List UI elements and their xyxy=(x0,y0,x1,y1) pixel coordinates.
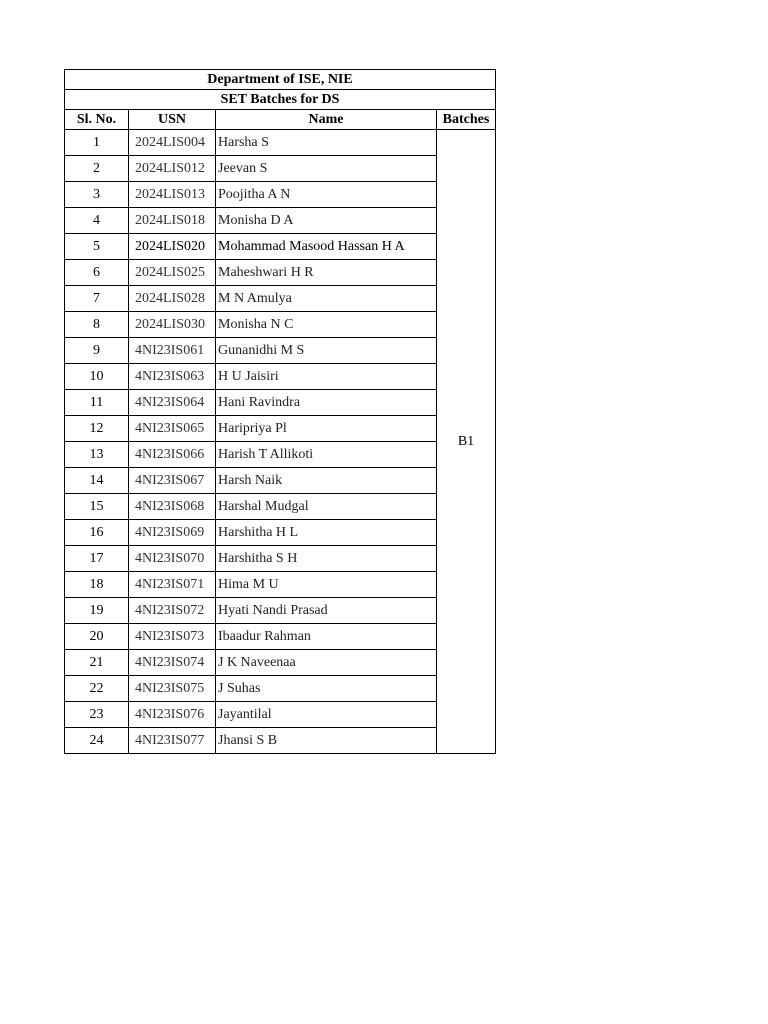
table-row xyxy=(65,676,496,702)
row-name: Gunanidhi M S xyxy=(216,338,437,364)
table-row xyxy=(65,702,496,728)
table-row xyxy=(65,624,496,650)
row-sl-no: 2 xyxy=(65,156,129,182)
table-row xyxy=(65,494,496,520)
row-usn: 4NI23IS073 xyxy=(129,624,216,650)
row-sl-no: 7 xyxy=(65,286,129,312)
row-name: M N Amulya xyxy=(216,286,437,312)
row-sl-no: 20 xyxy=(65,624,129,650)
table-row xyxy=(65,182,496,208)
row-name: Jayantilal xyxy=(216,702,437,728)
table-row xyxy=(65,416,496,442)
row-name: Hyati Nandi Prasad xyxy=(216,598,437,624)
row-name: Monisha N C xyxy=(216,312,437,338)
table-row xyxy=(65,364,496,390)
row-name: Maheshwari H R xyxy=(216,260,437,286)
table-row xyxy=(65,130,496,156)
row-sl-no: 23 xyxy=(65,702,129,728)
table-row xyxy=(65,390,496,416)
row-usn: 4NI23IS063 xyxy=(129,364,216,390)
row-name: J Suhas xyxy=(216,676,437,702)
row-usn: 4NI23IS065 xyxy=(129,416,216,442)
table-row xyxy=(65,312,496,338)
row-sl-no: 14 xyxy=(65,468,129,494)
row-usn: 2024LIS012 xyxy=(129,156,216,182)
row-usn: 4NI23IS077 xyxy=(129,728,216,754)
row-name: Harish T Allikoti xyxy=(216,442,437,468)
row-sl-no: 10 xyxy=(65,364,129,390)
table-row xyxy=(65,650,496,676)
table-row xyxy=(65,260,496,286)
row-sl-no: 22 xyxy=(65,676,129,702)
subtitle-row xyxy=(65,90,496,110)
row-name: Harsha S xyxy=(216,130,437,156)
row-usn: 4NI23IS066 xyxy=(129,442,216,468)
table-row xyxy=(65,468,496,494)
row-name: Monisha D A xyxy=(216,208,437,234)
row-usn: 2024LIS004 xyxy=(129,130,216,156)
row-usn: 2024LIS025 xyxy=(129,260,216,286)
row-sl-no: 16 xyxy=(65,520,129,546)
row-usn: 4NI23IS064 xyxy=(129,390,216,416)
row-usn: 4NI23IS061 xyxy=(129,338,216,364)
row-sl-no: 11 xyxy=(65,390,129,416)
row-name: Jhansi S B xyxy=(216,728,437,754)
row-usn: 4NI23IS074 xyxy=(129,650,216,676)
row-name: Haripriya Pl xyxy=(216,416,437,442)
row-sl-no: 13 xyxy=(65,442,129,468)
row-name: J K Naveenaa xyxy=(216,650,437,676)
table-row xyxy=(65,286,496,312)
row-usn: 4NI23IS068 xyxy=(129,494,216,520)
row-usn: 4NI23IS067 xyxy=(129,468,216,494)
row-name: Hima M U xyxy=(216,572,437,598)
row-name: Jeevan S xyxy=(216,156,437,182)
table-row xyxy=(65,572,496,598)
column-header-batches: Batches xyxy=(437,110,496,130)
row-name: Harshitha S H xyxy=(216,546,437,572)
sheet-subtitle: SET Batches for DS xyxy=(65,90,496,110)
row-sl-no: 3 xyxy=(65,182,129,208)
row-sl-no: 12 xyxy=(65,416,129,442)
row-name: Harsh Naik xyxy=(216,468,437,494)
row-name: Mohammad Masood Hassan H A xyxy=(216,234,437,260)
table-row xyxy=(65,338,496,364)
row-name: Poojitha A N xyxy=(216,182,437,208)
row-usn: 4NI23IS070 xyxy=(129,546,216,572)
row-usn: 4NI23IS072 xyxy=(129,598,216,624)
row-usn: 4NI23IS069 xyxy=(129,520,216,546)
row-sl-no: 6 xyxy=(65,260,129,286)
row-sl-no: 5 xyxy=(65,234,129,260)
table-row xyxy=(65,728,496,754)
batch-cell: B1 xyxy=(437,130,496,754)
row-sl-no: 9 xyxy=(65,338,129,364)
row-name: Harshal Mudgal xyxy=(216,494,437,520)
row-name: H U Jaisiri xyxy=(216,364,437,390)
table-body xyxy=(65,130,496,754)
row-sl-no: 8 xyxy=(65,312,129,338)
row-usn: 2024LIS013 xyxy=(129,182,216,208)
row-usn: 2024LIS018 xyxy=(129,208,216,234)
column-header-name: Name xyxy=(216,110,437,130)
row-name: Ibaadur Rahman xyxy=(216,624,437,650)
batch-table xyxy=(64,69,496,754)
row-sl-no: 19 xyxy=(65,598,129,624)
row-usn: 2024LIS020 xyxy=(129,234,216,260)
row-sl-no: 1 xyxy=(65,130,129,156)
sheet-title: Department of ISE, NIE xyxy=(65,70,496,90)
batch-sheet xyxy=(64,69,496,754)
row-sl-no: 15 xyxy=(65,494,129,520)
row-usn: 2024LIS028 xyxy=(129,286,216,312)
row-sl-no: 21 xyxy=(65,650,129,676)
row-usn: 2024LIS030 xyxy=(129,312,216,338)
row-sl-no: 18 xyxy=(65,572,129,598)
table-row xyxy=(65,442,496,468)
column-header-row xyxy=(65,110,496,130)
row-name: Hani Ravindra xyxy=(216,390,437,416)
table-row xyxy=(65,546,496,572)
title-row xyxy=(65,70,496,90)
table-row xyxy=(65,234,496,260)
row-usn: 4NI23IS076 xyxy=(129,702,216,728)
row-sl-no: 24 xyxy=(65,728,129,754)
column-header-sl-no: Sl. No. xyxy=(65,110,129,130)
row-sl-no: 4 xyxy=(65,208,129,234)
row-usn: 4NI23IS075 xyxy=(129,676,216,702)
table-row xyxy=(65,208,496,234)
row-usn: 4NI23IS071 xyxy=(129,572,216,598)
table-row xyxy=(65,520,496,546)
table-row xyxy=(65,598,496,624)
column-header-usn: USN xyxy=(129,110,216,130)
row-sl-no: 17 xyxy=(65,546,129,572)
table-row xyxy=(65,156,496,182)
row-name: Harshitha H L xyxy=(216,520,437,546)
